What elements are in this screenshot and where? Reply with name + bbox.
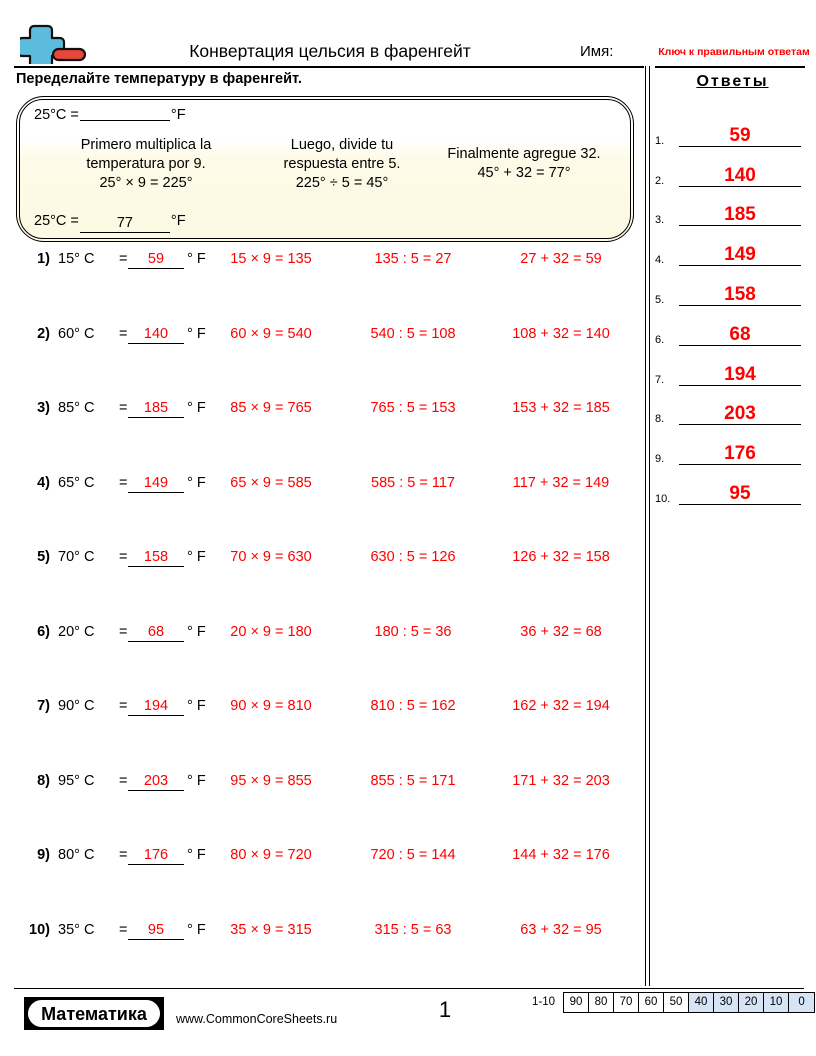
problem-step-3: 171 + 32 = 203	[512, 772, 610, 789]
problem-step-2: 540 : 5 = 108	[370, 325, 456, 342]
answers-panel	[655, 68, 810, 507]
answer-value: 149	[679, 244, 801, 266]
problem-step-1: 35 × 9 = 315	[230, 921, 312, 938]
problem-step-3: 162 + 32 = 194	[512, 698, 610, 714]
problem-answer-blank[interactable]: 203	[128, 772, 184, 791]
problem-equals-sign: =	[119, 400, 128, 416]
answer-row	[655, 109, 810, 149]
problem-answer-blank[interactable]: 158	[128, 548, 184, 567]
example-top-equation	[34, 106, 186, 124]
problem-step-3: 126 + 32 = 158	[512, 549, 610, 565]
problem-fahrenheit-unit: ° F	[187, 698, 206, 714]
problem-fahrenheit-unit: ° F	[187, 474, 206, 491]
example-step-1-line-3: 25° × 9 = 225°	[99, 175, 193, 191]
problem-step-2: 135 : 5 = 27	[374, 251, 452, 267]
problem-number: 6)	[37, 623, 50, 640]
answer-value: 140	[679, 165, 801, 187]
answer-value: 176	[679, 443, 801, 465]
divider-line-1	[645, 66, 646, 986]
score-cell[interactable]: 60	[639, 993, 664, 1012]
example-step-3	[428, 145, 620, 183]
problem-equals-sign: =	[119, 623, 128, 640]
answer-index: 10.	[655, 492, 671, 505]
problem-fahrenheit-unit: ° F	[187, 400, 206, 416]
score-cell[interactable]: 70	[614, 993, 639, 1012]
problem-answer-blank[interactable]: 149	[128, 474, 184, 493]
problem-fahrenheit-unit: ° F	[187, 623, 206, 640]
example-step-2-line-2: respuesta entre 5.	[283, 156, 401, 172]
answer-row	[655, 467, 810, 507]
score-cell[interactable]: 30	[714, 993, 739, 1012]
divider-line-2	[649, 66, 650, 986]
problem-step-2: 855 : 5 = 171	[370, 772, 456, 789]
answer-index: 9.	[655, 453, 665, 466]
answer-value: 95	[679, 483, 801, 505]
problem-number: 1)	[37, 251, 50, 267]
answers-list	[655, 109, 810, 507]
example-step-2	[262, 136, 422, 193]
problem-row	[0, 399, 645, 474]
problem-step-1: 15 × 9 = 135	[230, 251, 312, 267]
problem-answer-blank[interactable]: 185	[128, 399, 184, 418]
answer-row	[655, 189, 810, 229]
footer-divider	[14, 988, 804, 989]
score-cell[interactable]: 10	[764, 993, 789, 1012]
problem-step-3: 117 + 32 = 149	[512, 474, 610, 491]
problem-row	[0, 250, 645, 325]
example-top-blank[interactable]	[80, 120, 170, 121]
problem-step-2: 720 : 5 = 144	[370, 847, 456, 863]
score-cell[interactable]: 80	[589, 993, 614, 1012]
problem-step-3: 108 + 32 = 140	[512, 325, 610, 342]
problem-fahrenheit-unit: ° F	[187, 325, 206, 342]
answer-row	[655, 427, 810, 467]
problem-answer-blank[interactable]: 95	[128, 921, 184, 940]
problem-number: 3)	[37, 400, 50, 416]
problem-number: 4)	[37, 474, 50, 491]
problem-step-1: 20 × 9 = 180	[230, 623, 312, 640]
answer-row	[655, 348, 810, 388]
problem-step-3: 27 + 32 = 59	[520, 251, 602, 267]
answer-index: 8.	[655, 413, 665, 426]
problem-celsius-value: 85° C	[58, 400, 95, 416]
problem-step-3: 153 + 32 = 185	[512, 400, 610, 416]
problem-step-2: 585 : 5 = 117	[371, 474, 455, 491]
problem-celsius-value: 90° C	[58, 698, 95, 714]
answer-key-badge: Ключ к правильным ответам	[658, 46, 810, 58]
example-top-suffix: °F	[170, 107, 186, 123]
problem-celsius-value: 60° C	[58, 325, 95, 342]
problem-step-3: 63 + 32 = 95	[520, 921, 602, 938]
problem-number: 7)	[37, 698, 50, 714]
example-bottom-suffix: °F	[170, 213, 186, 229]
problem-answer-blank[interactable]: 176	[128, 846, 184, 865]
problem-step-1: 85 × 9 = 765	[230, 400, 312, 416]
problem-row	[0, 623, 645, 698]
answer-row	[655, 228, 810, 268]
problem-step-1: 60 × 9 = 540	[230, 325, 312, 342]
problem-row	[0, 548, 645, 623]
problem-equals-sign: =	[119, 921, 128, 938]
problem-row	[0, 846, 645, 921]
answer-value: 59	[679, 125, 801, 147]
answer-index: 4.	[655, 254, 665, 267]
example-step-1	[46, 136, 246, 193]
problem-step-3: 144 + 32 = 176	[512, 847, 610, 863]
problem-step-1: 90 × 9 = 810	[230, 698, 312, 714]
problem-step-1: 80 × 9 = 720	[230, 847, 312, 863]
answer-index: 7.	[655, 373, 665, 386]
problem-step-2: 180 : 5 = 36	[374, 623, 452, 640]
problem-step-1: 95 × 9 = 855	[230, 772, 312, 789]
problem-answer-blank[interactable]: 59	[128, 250, 184, 269]
answer-index: 1.	[655, 134, 665, 147]
problem-equals-sign: =	[119, 474, 128, 491]
problem-celsius-value: 65° C	[58, 474, 95, 491]
example-step-3-line-2: 45° + 32 = 77°	[477, 165, 571, 181]
answers-panel-title: Ответы	[696, 73, 769, 90]
score-cell[interactable]: 50	[664, 993, 689, 1012]
example-step-3-line-1: Finalmente agregue 32.	[447, 146, 601, 162]
problem-fahrenheit-unit: ° F	[187, 251, 206, 267]
problem-step-2: 810 : 5 = 162	[370, 698, 456, 714]
answer-index: 5.	[655, 293, 665, 306]
problem-celsius-value: 70° C	[58, 549, 95, 565]
problem-row	[0, 474, 645, 549]
answer-row	[655, 268, 810, 308]
problem-number: 8)	[37, 772, 50, 789]
example-bottom-equation	[34, 212, 186, 233]
directions-text: Переделайте температуру в фаренгейт.	[16, 71, 302, 87]
problem-answer-blank[interactable]: 140	[128, 325, 184, 344]
answer-value: 185	[679, 204, 801, 226]
answer-index: 6.	[655, 333, 665, 346]
problem-row	[0, 772, 645, 847]
score-cell[interactable]: 20	[739, 993, 764, 1012]
problem-celsius-value: 95° C	[58, 772, 95, 789]
answer-row	[655, 149, 810, 189]
problem-step-2: 765 : 5 = 153	[370, 400, 456, 416]
brand-oval	[28, 1000, 160, 1027]
problem-celsius-value: 15° C	[58, 251, 95, 267]
problem-fahrenheit-unit: ° F	[187, 549, 206, 565]
problem-step-2: 315 : 5 = 63	[374, 921, 452, 938]
answer-value: 158	[679, 284, 801, 306]
problem-equals-sign: =	[119, 251, 128, 267]
example-bottom-prefix: 25°C =	[34, 213, 79, 229]
brand-logo	[24, 997, 164, 1030]
example-step-1-line-2: temperatura por 9.	[86, 156, 206, 172]
answer-value: 203	[679, 403, 801, 425]
example-bottom-blank[interactable]: 77	[80, 214, 170, 233]
problem-equals-sign: =	[119, 698, 128, 714]
problem-step-3: 36 + 32 = 68	[520, 623, 602, 640]
problem-list	[0, 250, 645, 995]
problem-fahrenheit-unit: ° F	[187, 847, 206, 863]
answer-value: 194	[679, 364, 801, 386]
page-number: 1	[438, 997, 452, 1022]
page-header	[0, 0, 816, 68]
score-cells	[563, 992, 815, 1013]
plus-minus-math-logo-icon	[20, 22, 92, 64]
header-divider-left	[14, 66, 644, 68]
problem-celsius-value: 35° C	[58, 921, 95, 938]
answer-index: 3.	[655, 214, 665, 227]
problem-equals-sign: =	[119, 325, 128, 342]
answer-row	[655, 308, 810, 348]
problem-equals-sign: =	[119, 772, 128, 789]
problem-number: 2)	[37, 325, 50, 342]
problem-row	[0, 325, 645, 400]
problem-answer-blank[interactable]: 194	[128, 697, 184, 716]
score-cell[interactable]: 40	[689, 993, 714, 1012]
score-table	[530, 992, 815, 1013]
score-cell[interactable]: 0	[789, 993, 814, 1012]
name-label: Имя:	[580, 43, 614, 60]
problem-answer-blank[interactable]: 68	[128, 623, 184, 642]
problem-row	[0, 921, 645, 996]
problem-number: 5)	[37, 549, 50, 565]
score-cell[interactable]: 90	[564, 993, 589, 1012]
example-step-1-line-1: Primero multiplica la	[80, 137, 212, 153]
answer-row	[655, 388, 810, 428]
problem-number: 10)	[29, 921, 50, 938]
problem-number: 9)	[37, 847, 50, 863]
problem-fahrenheit-unit: ° F	[187, 921, 206, 938]
problem-row	[0, 697, 645, 772]
site-url: www.CommonCoreSheets.ru	[176, 1012, 338, 1026]
page-title: Конвертация цельсия в фаренгейт	[189, 41, 471, 61]
problem-equals-sign: =	[119, 847, 128, 863]
example-step-2-line-1: Luego, divide tu	[290, 137, 394, 153]
score-range-label: 1-10	[532, 996, 556, 1008]
problem-equals-sign: =	[119, 549, 128, 565]
problem-celsius-value: 80° C	[58, 847, 95, 863]
brand-label: Математика	[41, 1003, 147, 1024]
problem-fahrenheit-unit: ° F	[187, 772, 206, 789]
example-top-prefix: 25°C =	[34, 107, 79, 123]
problem-step-2: 630 : 5 = 126	[370, 549, 456, 565]
answer-index: 2.	[655, 174, 665, 187]
example-step-2-line-3: 225° ÷ 5 = 45°	[295, 175, 389, 191]
problem-celsius-value: 20° C	[58, 623, 95, 640]
problem-step-1: 70 × 9 = 630	[230, 549, 312, 565]
answer-value: 68	[679, 324, 801, 346]
problem-step-1: 65 × 9 = 585	[230, 474, 312, 491]
vertical-divider	[645, 66, 650, 986]
